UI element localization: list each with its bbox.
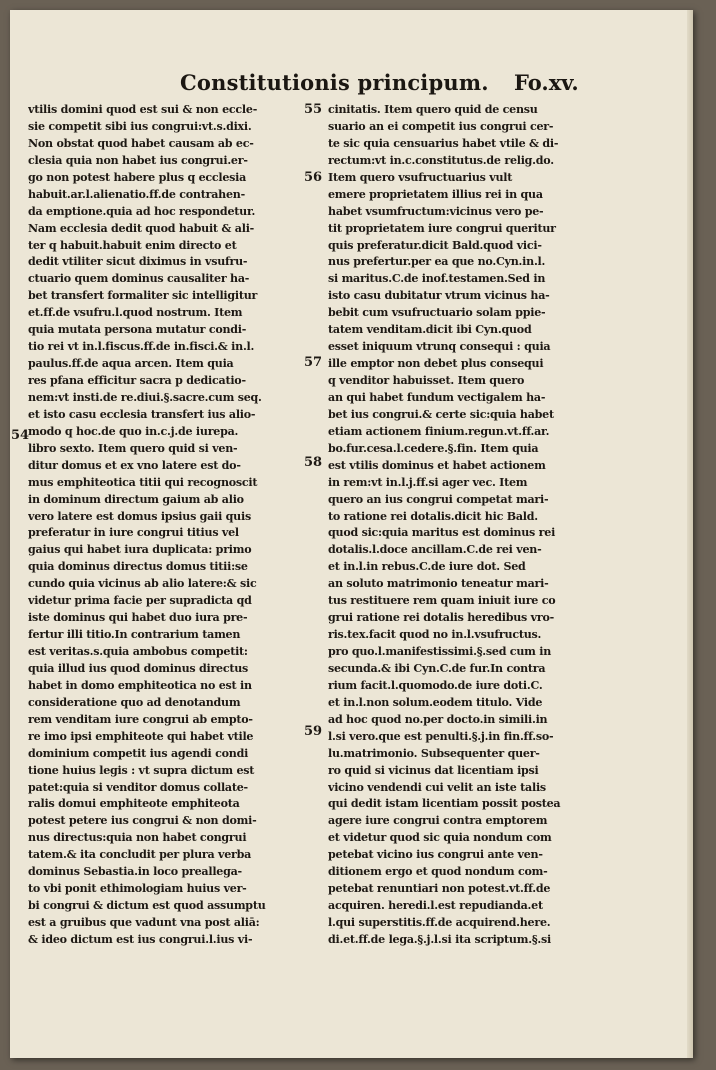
text-line: lu.matrimonio. Subsequenter quer-: [328, 746, 540, 760]
text-line: pro quo.l.manifestissimi.§.sed cum in: [328, 645, 552, 658]
text-line: et in.l.non solum.eodem titulo. Vide: [328, 695, 543, 709]
text-line: est veritas.s.quia ambobus competit:: [28, 645, 248, 658]
text-line: bet transfert formaliter sic intelligitur: [28, 289, 258, 303]
text-line: di.et.ff.de lega.§.j.l.si ita scriptum.§.si: [328, 932, 551, 946]
text-line: petebat vicino ius congrui ante ven-: [328, 848, 543, 862]
text-line: rem venditam iure congrui ab empto-: [28, 712, 253, 726]
text-line: paulus.ff.de aqua arcen. Item quia: [28, 357, 234, 371]
text-line: habet vsumfructum:vicinus vero pe-: [328, 204, 544, 218]
page-header: [10, 68, 693, 98]
text-line: emere proprietatem illius rei in qua: [328, 187, 543, 201]
text-line: ctuario quem dominus causaliter ha-: [28, 272, 250, 286]
text-line: est vtilis dominus et habet actionem: [328, 458, 546, 472]
text-line: go non potest habere plus q ecclesia: [28, 170, 247, 184]
text-line: l.si vero.que est penulti.§.j.in fin.ff.so-: [328, 729, 554, 743]
text-line: quis preferatur.dicit Bald.quod vici-: [328, 238, 542, 252]
text-line: nus prefertur.per ea que no.Cyn.in.l.: [328, 255, 546, 269]
text-line: suario an ei competit ius congrui cer-: [328, 119, 554, 133]
text-line: habuit.ar.l.alienatio.ff.de contrahen-: [28, 187, 245, 201]
text-line: dotalis.l.doce ancillam.C.de rei ven-: [328, 543, 542, 557]
text-line: ditionem ergo et quod nondum com-: [328, 865, 548, 879]
text-line: in rem:vt in.l.j.ff.si ager vec. Item: [328, 475, 528, 489]
text-line: secunda.& ibi Cyn.C.de fur.In contra: [328, 661, 546, 675]
text-line: rium facit.l.quomodo.de iure doti.C.: [328, 678, 543, 692]
text-line: cundo quia vicinus ab alio latere:& sic: [28, 577, 257, 591]
text-line: bo.fur.cesa.l.cedere.§.fin. Item quia: [328, 441, 539, 455]
text-line: videtur prima facie per supradicta qd: [28, 594, 252, 608]
margin-number-55: 55: [304, 102, 323, 117]
text-line: habet in domo emphiteotica no est in: [28, 678, 252, 692]
text-line: dominium competit ius agendi condi: [28, 746, 249, 760]
text-line: tatem venditam.dicit ibi Cyn.quod: [328, 323, 532, 337]
text-line: da emptione.quia ad hoc respondetur.: [28, 204, 256, 218]
text-line: modo q hoc.de quo in.c.j.de iurepa.: [28, 424, 239, 438]
text-line: est a gruibus que vadunt vna post aliā:: [28, 916, 260, 929]
text-line: vtilis domini quod est sui & non eccle-: [28, 103, 258, 116]
text-line: an qui habet fundum vectigalem ha-: [328, 390, 546, 404]
text-line: acquiren. heredi.l.est repudianda.et: [328, 899, 543, 913]
text-line: ter q habuit.habuit enim directo et: [28, 238, 237, 252]
margin-number-59: 59: [304, 724, 323, 739]
text-line: etiam actionem finium.regun.vt.ff.ar.: [328, 424, 550, 438]
text-line: ralis domui emphiteote emphiteota: [28, 797, 240, 811]
text-line: et.ff.de vsufru.l.quod nostrum. Item: [28, 306, 243, 320]
text-line: et isto casu ecclesia transfert ius alio-: [28, 407, 256, 421]
text-line: tio rei vt in.l.fiscus.ff.de in.fisci.& in.l.: [28, 340, 255, 354]
text-line: Item quero vsufructuarius vult: [328, 170, 513, 184]
text-line: Non obstat quod habet causam ab ec-: [28, 136, 254, 150]
text-line: potest petere ius congrui & non domi-: [28, 814, 257, 828]
text-line: tit proprietatem iure congrui queritur: [328, 221, 556, 235]
text-line: si maritus.C.de inof.testamen.Sed in: [328, 272, 546, 286]
text-line: iste dominus qui habet duo iura pre-: [28, 611, 248, 625]
text-line: cinitatis. Item quero quid de censu: [328, 103, 538, 116]
text-line: esset iniquum vtrunq consequi : quia: [328, 340, 551, 354]
text-line: rectum:vt in.c.constitutus.de relig.do.: [328, 153, 554, 167]
text-line: tus restituere rem quam iniuit iure co: [328, 594, 556, 608]
text-line: fertur illi titio.In contrarium tamen: [28, 628, 241, 642]
text-line: gaius qui habet iura duplicata: primo: [28, 543, 252, 557]
margin-number-57: 57: [304, 355, 323, 370]
text-line: ro quid si vicinus dat licentiam ipsi: [328, 763, 539, 777]
text-line: qui dedit istam licentiam possit postea: [328, 797, 561, 811]
text-line: quero an ius congrui competat mari-: [328, 492, 549, 506]
text-line: quod sic:quia maritus est dominus rei: [328, 526, 556, 540]
text-line: tatem.& ita concludit per plura verba: [28, 848, 252, 862]
text-line: in dominum directum gaium ab alio: [28, 492, 244, 506]
text-line: to ratione rei dotalis.dicit hic Bald.: [328, 509, 538, 523]
text-line: ris.tex.facit quod no in.l.vsufructus.: [328, 628, 542, 642]
margin-number-54: 54: [11, 428, 30, 443]
text-line: re imo ipsi emphiteote qui habet vtile: [28, 729, 254, 743]
text-line: vero latere est domus ipsius gaii quis: [28, 509, 251, 523]
text-line: ille emptor non debet plus consequi: [328, 357, 544, 371]
text-line: quia dominus directus domus titii:se: [28, 560, 248, 574]
text-line: bebit cum vsufructuario solam ppie-: [328, 306, 546, 320]
text-line: quia mutata persona mutatur condi-: [28, 323, 247, 337]
text-line: ad hoc quod no.per docto.in simili.in: [328, 712, 548, 726]
text-line: sie competit sibi ius congrui:vt.s.dixi.: [28, 119, 252, 133]
text-line: nus directus:quia non habet congrui: [28, 831, 247, 845]
left-text-column: [28, 102, 310, 949]
book-page: [10, 10, 693, 1058]
text-line: grui ratione rei dotalis heredibus vro-: [328, 611, 554, 625]
text-line: isto casu dubitatur vtrum vicinus ha-: [328, 289, 550, 303]
text-line: l.qui superstitis.ff.de acquirend.here.: [328, 916, 551, 929]
text-line: to vbi ponit ethimologiam huius ver-: [28, 882, 247, 896]
text-line: preferatur in iure congrui titius vel: [28, 526, 239, 540]
margin-number-56: 56: [304, 170, 323, 185]
page-edge: [687, 10, 693, 1058]
text-line: an soluto matrimonio teneatur mari-: [328, 577, 549, 591]
text-line: tione huius legis : vt supra dictum est: [28, 763, 255, 777]
text-line: nem:vt insti.de re.diui.§.sacre.cum seq.: [28, 390, 262, 404]
margin-number-58: 58: [304, 455, 323, 470]
text-line: et videtur quod sic quia nondum com: [328, 831, 552, 845]
text-line: bet ius congrui.& certe sic:quia habet: [328, 407, 554, 421]
running-title: Constitutionis principum.: [180, 70, 489, 95]
right-text-column: [328, 102, 613, 949]
folio-number: Fo.xv.: [514, 70, 579, 95]
text-line: & ideo dictum est ius congrui.l.ius vi-: [28, 932, 253, 946]
text-line: et in.l.in rebus.C.de iure dot. Sed: [328, 560, 526, 574]
text-line: clesia quia non habet ius congrui.er-: [28, 153, 248, 167]
text-line: vicino vendendi cui velit an iste talis: [328, 780, 546, 794]
text-line: dominus Sebastia.in loco preallega-: [28, 865, 242, 879]
text-line: ditur domus et ex vno latere est do-: [28, 458, 241, 472]
text-line: mus emphiteotica titii qui recognoscit: [28, 475, 258, 489]
text-line: dedit vtiliter sicut diximus in vsufru-: [28, 255, 248, 269]
text-line: res pfana efficitur sacra p dedicatio-: [28, 374, 246, 387]
text-line: agere iure congrui contra emptorem: [328, 814, 548, 828]
text-line: Nam ecclesia dedit quod habuit & ali-: [28, 221, 255, 235]
text-line: quia illud ius quod dominus directus: [28, 661, 249, 675]
text-line: patet:quia si venditor domus collate-: [28, 780, 248, 794]
text-line: consideratione quo ad denotandum: [28, 695, 241, 709]
text-line: te sic quia censuarius habet vtile & di-: [328, 136, 559, 150]
text-line: petebat renuntiari non potest.vt.ff.de: [328, 882, 551, 896]
text-line: libro sexto. Item quero quid si ven-: [28, 441, 238, 455]
text-line: bi congrui & dictum est quod assumptu: [28, 899, 266, 913]
text-line: q venditor habuisset. Item quero: [328, 374, 525, 387]
